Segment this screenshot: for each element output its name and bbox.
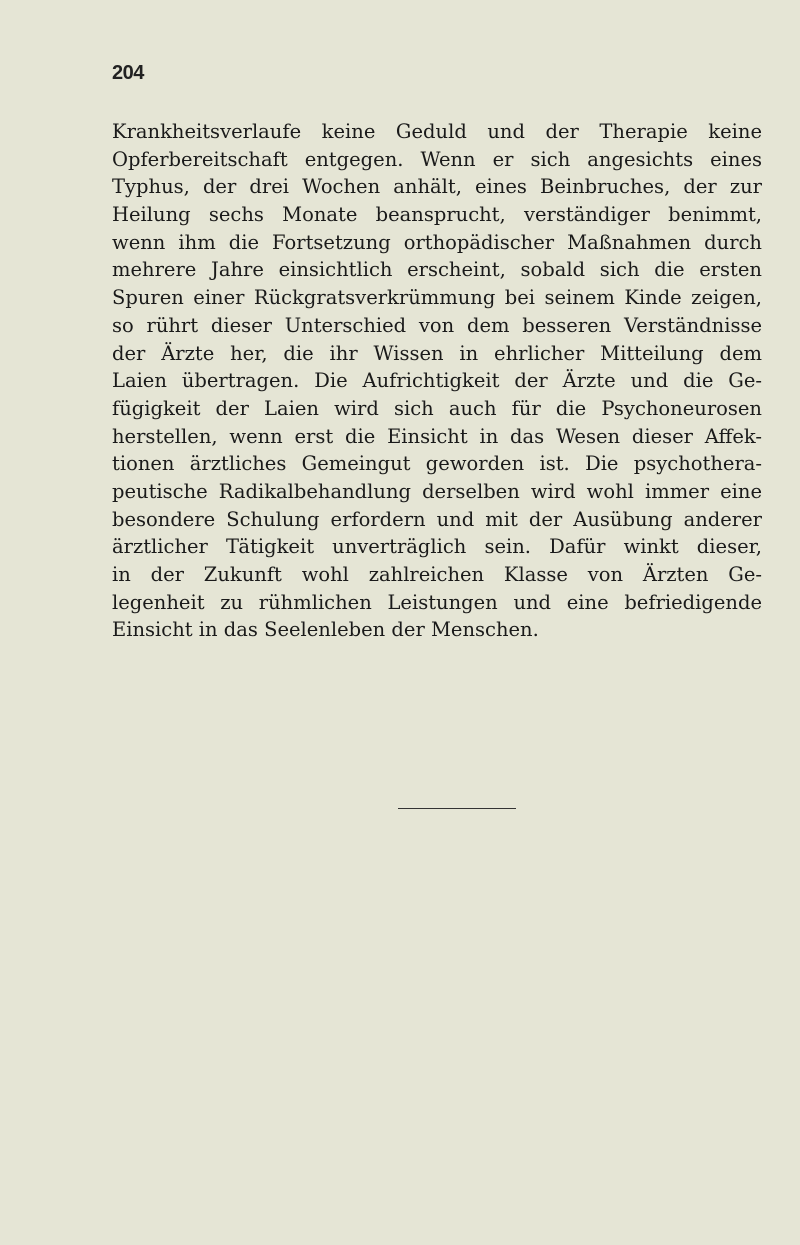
text-line: tionen ärztliches Gemeingut geworden ist. Die psychothera- <box>112 452 762 476</box>
text-line: legenheit zu rühmlichen Leistungen und eine befriedigende <box>112 590 762 614</box>
text-line: Typhus, der drei Wochen anhält, eines Beinbruches, der zur <box>112 175 762 199</box>
page-number: 204 <box>112 62 144 84</box>
text-line: fügigkeit der Laien wird sich auch für die Psychoneurosen <box>112 396 762 420</box>
text-line: Krankheitsverlaufe keine Geduld und der Therapie keine <box>112 120 762 143</box>
text-line: Laien übertragen. Die Aufrichtigkeit der Ärzte und die Ge- <box>112 369 762 393</box>
text-line: ärztlicher Tätigkeit unverträglich sein. Dafür winkt dieser, <box>112 535 762 559</box>
text-line: Opferbereitschaft entgegen. Wenn er sich angesichts eines <box>112 147 762 171</box>
text-line: peutische Radikalbehandlung derselben wird wohl immer eine <box>112 479 762 503</box>
text-line: besondere Schulung erfordern und mit der Ausübung anderer <box>112 507 762 531</box>
text-line: in der Zukunft wohl zahlreichen Klasse von Ärzten Ge- <box>112 563 762 586</box>
text-line: so rührt dieser Unterschied von dem besseren Verständnisse <box>112 313 762 337</box>
text-line: wenn ihm die Fortsetzung orthopädischer Maßnahmen durch <box>112 230 762 254</box>
body-text <box>112 118 762 644</box>
text-line: Spuren einer Rückgratsverkrümmung bei seinem Kinde zeigen, <box>112 286 762 310</box>
text-line: der Ärzte her, die ihr Wissen in ehrlicher Mitteilung dem <box>112 341 762 365</box>
text-line: herstellen, wenn erst die Einsicht in das Wesen dieser Affek- <box>112 424 762 448</box>
text-line: Einsicht in das Seelenleben der Menschen. <box>112 618 539 642</box>
section-divider <box>398 808 516 809</box>
text-line: Heilung sechs Monate beansprucht, verständiger benimmt, <box>112 203 762 227</box>
text-line: mehrere Jahre einsichtlich erscheint, sobald sich die ersten <box>112 258 762 282</box>
